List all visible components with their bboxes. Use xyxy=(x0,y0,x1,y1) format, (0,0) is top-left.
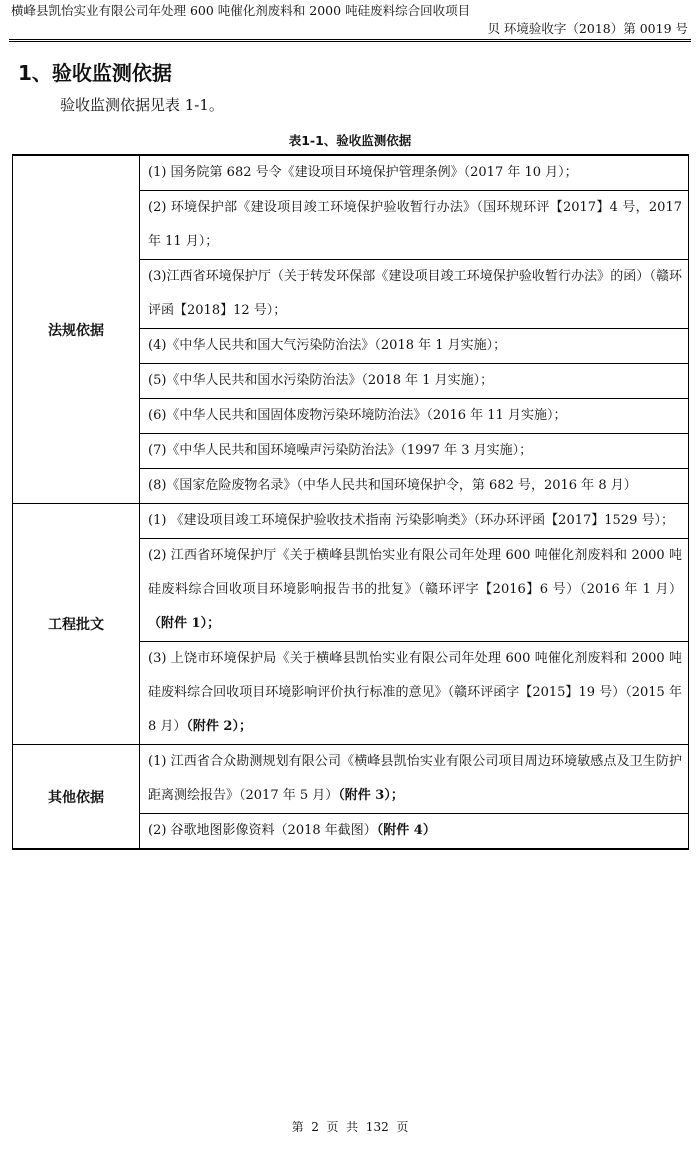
attachment-ref: （附件 1）； xyxy=(148,616,221,631)
basis-item-cell xyxy=(140,399,689,434)
basis-item-text: (1) 江西省合众勘测规划有限公司《横峰县凯怡实业有限公司项目周边环境敏感点及卫生防护距离测绘报告》（2017 年 5 月） xyxy=(148,754,682,803)
header-project-title: 横峰县凯怡实业有限公司年处理 600 吨催化剂废料和 2000 吨硅废料综合回收项目 xyxy=(11,3,471,18)
header-divider-thin xyxy=(9,41,691,42)
basis-item-cell xyxy=(140,191,689,260)
basis-item-cell xyxy=(140,642,689,745)
table-row xyxy=(13,504,689,539)
category-cell: 法规依据 xyxy=(13,155,140,504)
category-cell: 其他依据 xyxy=(13,745,140,850)
basis-item-cell xyxy=(140,260,689,329)
basis-item-text: (4)《中华人民共和国大气污染防治法》（2018 年 1 月实施）； xyxy=(148,338,507,353)
attachment-ref: （附件 2）； xyxy=(186,719,252,734)
attachment-ref: （附件 4） xyxy=(376,823,436,838)
basis-item-cell xyxy=(140,434,689,469)
basis-item-text: (2) 谷歌地图影像资料（2018 年截图） xyxy=(148,823,377,838)
basis-item-text: (2) 江西省环境保护厅《关于横峰县凯怡实业有限公司年处理 600 吨催化剂废料和 2000 吨硅废料综合回收项目环境影响报告书的批复》（赣环评字【2016】6 号）（2016 年 1 月） xyxy=(148,548,682,597)
basis-table-body xyxy=(13,155,689,849)
attachment-ref: （附件 3）； xyxy=(338,788,404,803)
header-divider xyxy=(9,39,691,40)
basis-table xyxy=(12,154,689,850)
basis-item-cell xyxy=(140,504,689,539)
basis-item-cell xyxy=(140,329,689,364)
basis-item-cell xyxy=(140,364,689,399)
table-caption: 表1-1、验收监测依据 xyxy=(288,133,412,148)
basis-item-cell xyxy=(140,814,689,850)
basis-item-text: (3) 上饶市环境保护局《关于横峰县凯怡实业有限公司年处理 600 吨催化剂废料和 2000 吨硅废料综合回收项目环境影响评价执行标准的意见》（赣环评函字【2015】19 号）（2015 年 8 月） xyxy=(148,651,682,734)
basis-item-text: (5)《中华人民共和国水污染防治法》（2018 年 1 月实施）； xyxy=(148,373,494,388)
basis-item-text: (7)《中华人民共和国环境噪声污染防治法》（1997 年 3 月实施）； xyxy=(148,443,533,458)
basis-item-cell xyxy=(140,539,689,642)
basis-item-text: (3)江西省环境保护厅（关于转发环保部《建设项目竣工环境保护验收暂行办法》的函）（赣环评函【2018】12 号）； xyxy=(148,269,682,318)
header-doc-number: 贝 环境验收字（2018）第 0019 号 xyxy=(487,21,688,36)
basis-item-cell xyxy=(140,155,689,191)
basis-item-text: (8)《国家危险废物名录》（中华人民共和国环境保护令，第 682 号，2016 年 8 月） xyxy=(148,478,637,493)
basis-item-cell xyxy=(140,745,689,814)
basis-item-text: (1) 国务院第 682 号令《建设项目环境保护管理条例》（2017 年 10 月）； xyxy=(148,165,578,180)
table-row xyxy=(13,745,689,814)
basis-item-text: (2) 环境保护部《建设项目竣工环境保护验收暂行办法》（国环规环评【2017】4 号，2017 年 11 月）； xyxy=(148,200,682,249)
section-title: 1、验收监测依据 xyxy=(18,61,172,85)
basis-item-text: (1) 《建设项目竣工环境保护验收技术指南 污染影响类》（环办环评函【2017】1529 号）； xyxy=(148,513,674,528)
basis-item-cell xyxy=(140,469,689,504)
basis-item-text: (6)《中华人民共和国固体废物污染环境防治法》（2016 年 11 月实施）； xyxy=(148,408,567,423)
category-cell: 工程批文 xyxy=(13,504,140,745)
section-intro: 验收监测依据见表 1-1。 xyxy=(60,96,224,114)
page-footer: 第 2 页 共 132 页 xyxy=(291,1120,409,1134)
table-row xyxy=(13,155,689,191)
